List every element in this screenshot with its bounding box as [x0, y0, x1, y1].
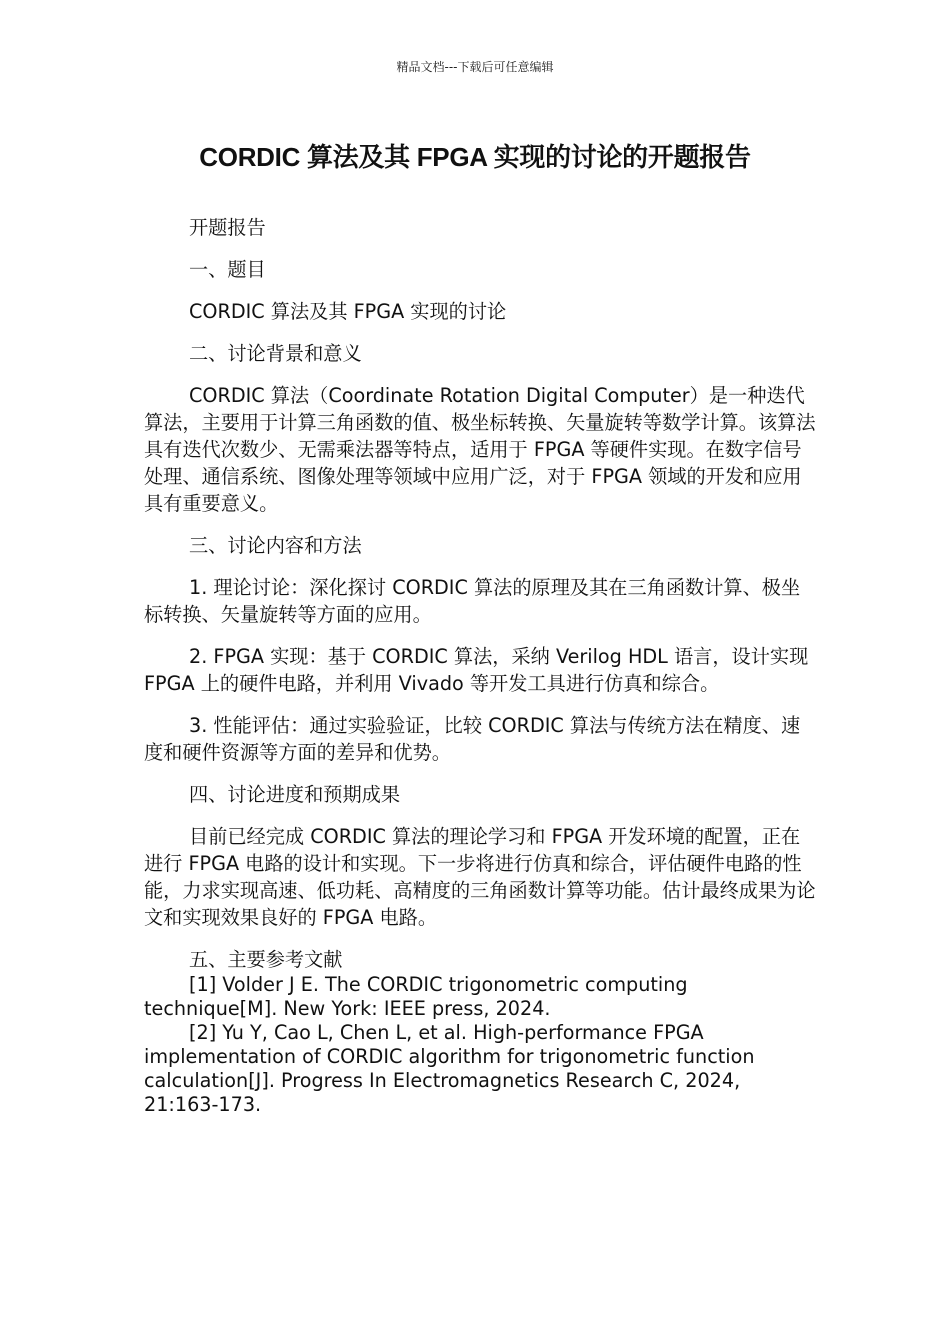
section-3-item-2: 2. FPGA 实现：基于 CORDIC 算法，采纳 Verilog HDL 语言，设计实现 FPGA 上的硬件电路，并利用 Vivado 等开发工具进行仿真和综合。	[144, 645, 809, 695]
reference-1: [1] Volder J E. The CORDIC trigonometric computing technique[M]. New York: IEEE press, 2024.	[144, 973, 688, 1020]
section-3-heading: 三、讨论内容和方法	[189, 534, 362, 557]
section-1-heading: 一、题目	[189, 258, 266, 281]
section-4-text: 目前已经完成 CORDIC 算法的理论学习和 FPGA 开发环境的配置，正在进行 FPGA 电路的设计和实现。下一步将进行仿真和综合，评估硬件电路的性能，力求实现高速、低功耗、高精度的三角函数计算等功能。估计最终成果为论文和实现效果良好的 FPGA 电路。	[144, 825, 816, 929]
reference-2: [2] Yu Y, Cao L, Chen L, et al. High-performance FPGA implementation of CORDIC algorithm for trigonometric function calculation[J]. Progress In Electromagnetics Research C, 2024, 21:163-173.	[144, 1021, 755, 1116]
section-1-text: CORDIC 算法及其 FPGA 实现的讨论	[189, 300, 507, 323]
section-3-item-1: 1. 理论讨论：深化探讨 CORDIC 算法的原理及其在三角函数计算、极坐标转换、矢量旋转等方面的应用。	[144, 576, 801, 626]
page-title: CORDIC 算法及其 FPGA 实现的讨论的开题报告	[199, 142, 751, 172]
header-note: 精品文档---下载后可任意编辑	[396, 60, 554, 74]
section-4-heading: 四、讨论进度和预期成果	[189, 783, 401, 806]
section-5-heading: 五、主要参考文献	[189, 948, 343, 971]
section-2-heading: 二、讨论背景和意义	[189, 342, 362, 365]
report-label: 开题报告	[189, 216, 266, 239]
section-3-item-3: 3. 性能评估：通过实验验证，比较 CORDIC 算法与传统方法在精度、速度和硬件资源等方面的差异和优势。	[144, 714, 801, 764]
document-body	[144, 214, 816, 1117]
section-2-text: CORDIC 算法（Coordinate Rotation Digital Computer）是一种迭代算法，主要用于计算三角函数的值、极坐标转换、矢量旋转等数学计算。该算法具有迭代次数少、无需乘法器等特点，适用于 FPGA 等硬件实现。在数字信号处理、通信系统、图像处理等领域中应用广泛，对于 FPGA 领域的开发和应用具有重要意义。	[144, 384, 816, 515]
